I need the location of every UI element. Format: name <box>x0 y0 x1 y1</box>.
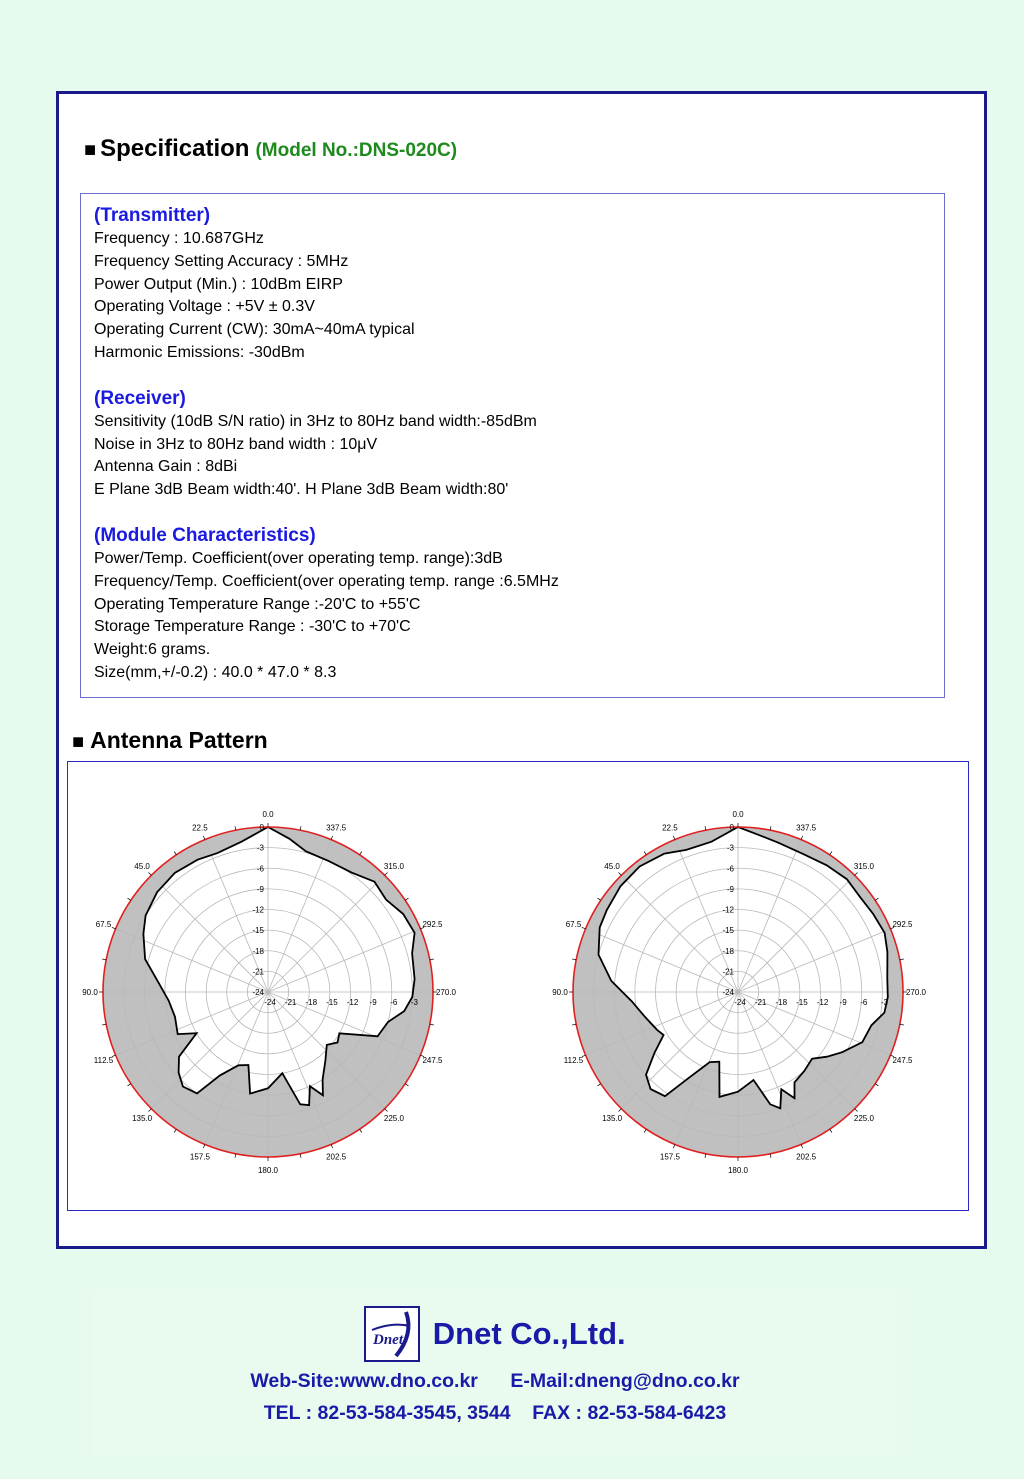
horizontal-label: -9 <box>839 998 847 1007</box>
spec-line: Size(mm,+/-0.2) : 40.0 * 47.0 * 8.3 <box>94 663 337 681</box>
footer <box>92 1290 898 1456</box>
angle-label: 292.5 <box>422 919 443 929</box>
ring-tick <box>619 873 622 876</box>
ring-tick <box>149 873 152 876</box>
ring-tick <box>598 898 601 900</box>
spec-line: Operating Temperature Range :-20'C to +55'C <box>94 595 421 613</box>
logo-row <box>92 1306 898 1362</box>
spec-line: Frequency/Temp. Coefficient(over operating temp. range :6.5MHz <box>94 572 559 590</box>
radial-label: 0 <box>729 823 734 832</box>
angle-label: 157.5 <box>189 1152 210 1162</box>
horizontal-label: -18 <box>775 998 788 1007</box>
square-bullet-icon: ■ <box>72 731 85 753</box>
horizontal-label: -3 <box>880 998 888 1007</box>
angle-label: 337.5 <box>796 823 817 833</box>
radial-label: -18 <box>722 946 734 956</box>
ring-tick <box>360 852 362 855</box>
spec-line: E Plane 3dB Beam width:40'. H Plane 3dB Beam width:80' <box>94 481 509 499</box>
angle-label: 270.0 <box>435 988 457 997</box>
radial-label: -9 <box>726 884 734 894</box>
square-bullet-icon: ■ <box>84 139 97 161</box>
receiver-title: (Receiver) <box>94 387 186 409</box>
horizontal-label: -15 <box>796 998 808 1007</box>
angle-label: 22.5 <box>662 823 678 833</box>
angle-label: 180.0 <box>727 1166 749 1175</box>
email-link[interactable]: E-Mail:dneng@dno.co.kr <box>510 1370 740 1392</box>
ring-tick <box>174 852 176 855</box>
angle-label: 0.0 <box>732 810 744 819</box>
ring-tick <box>405 898 408 900</box>
svg-text:Dnet: Dnet <box>373 1332 404 1348</box>
angle-label: 112.5 <box>563 1056 584 1066</box>
angle-label: 337.5 <box>326 823 347 833</box>
spec-line: Storage Temperature Range : -30'C to +70'C <box>94 618 411 636</box>
angle-label: 292.5 <box>892 919 913 929</box>
ring-tick <box>855 873 858 876</box>
spec-line: Operating Current (CW): 30mA~40mA typical <box>94 321 415 339</box>
ring-tick <box>405 1084 408 1086</box>
polar-chart-svg <box>78 784 458 1194</box>
radial-label: -24 <box>252 988 264 997</box>
radial-label: -21 <box>252 967 264 977</box>
ring-tick <box>128 1084 131 1086</box>
radial-label: -6 <box>256 864 264 874</box>
angle-label: 225.0 <box>853 1113 874 1123</box>
ring-tick <box>855 1109 858 1112</box>
angle-label: 0.0 <box>262 810 274 819</box>
antenna-title: Antenna Pattern <box>90 727 268 753</box>
spec-line: Weight:6 grams. <box>94 641 211 659</box>
radial-label: -3 <box>726 843 734 853</box>
angle-label: 247.5 <box>422 1056 443 1066</box>
horizontal-label: -24 <box>264 998 276 1007</box>
horizontal-label: -12 <box>346 998 359 1007</box>
angle-label: 67.5 <box>565 919 582 929</box>
angle-label: 45.0 <box>134 862 150 872</box>
radial-label: -6 <box>726 864 734 874</box>
angle-label: 67.5 <box>95 919 112 929</box>
polar-chart <box>78 784 458 1199</box>
spec-line: Operating Voltage : +5V ± 0.3V <box>94 298 315 316</box>
radial-label: -15 <box>722 926 734 936</box>
spec-line: Power/Temp. Coefficient(over operating temp. range):3dB <box>94 549 503 567</box>
ring-tick <box>174 1129 176 1132</box>
antenna-heading <box>72 727 268 754</box>
angle-label: 202.5 <box>796 1152 817 1162</box>
antenna-pattern-box <box>67 761 969 1211</box>
spec-line: Sensitivity (10dB S/N ratio) in 3Hz to 80Hz band width:-85dBm <box>94 412 537 430</box>
fax-number: FAX : 82-53-584-6423 <box>532 1402 727 1424</box>
spec-line: Frequency : 10.687GHz <box>94 230 264 247</box>
module-title: (Module Characteristics) <box>94 524 316 546</box>
contact-web-email <box>92 1370 898 1393</box>
contact-phone-fax <box>92 1402 898 1425</box>
ring-tick <box>875 1084 878 1086</box>
angle-label: 157.5 <box>659 1152 680 1162</box>
radial-label: -12 <box>722 905 734 915</box>
angle-label: 135.0 <box>132 1113 153 1123</box>
angle-label: 135.0 <box>602 1113 623 1123</box>
spec-line: Antenna Gain : 8dBi <box>94 458 238 476</box>
ring-tick <box>385 1109 388 1112</box>
horizontal-label: -15 <box>326 998 338 1007</box>
radial-label: -21 <box>722 967 734 977</box>
transmitter-title: (Transmitter) <box>94 205 211 226</box>
model-number: (Model No.:DNS-020C) <box>255 140 458 161</box>
angle-label: 90.0 <box>552 988 568 997</box>
phone-number: TEL : 82-53-584-3545, 3544 <box>263 1402 511 1424</box>
spec-line: Power Output (Min.) : 10dBm EIRP <box>94 275 343 293</box>
company-name: Dnet Co.,Ltd. <box>432 1316 626 1351</box>
ring-tick <box>128 898 131 900</box>
horizontal-label: -6 <box>390 998 398 1007</box>
ring-tick <box>360 1129 362 1132</box>
angle-label: 45.0 <box>604 862 620 872</box>
angle-label: 225.0 <box>383 1113 404 1123</box>
ring-tick <box>830 852 832 855</box>
ring-tick <box>644 1129 646 1132</box>
polar-chart-svg <box>548 784 928 1194</box>
horizontal-label: -21 <box>754 998 767 1007</box>
ring-tick <box>644 852 646 855</box>
angle-label: 90.0 <box>82 988 98 997</box>
swoosh-icon <box>366 1308 418 1360</box>
website-link[interactable]: Web-Site:www.dno.co.kr <box>250 1370 478 1392</box>
spec-line: Frequency Setting Accuracy : 5MHz <box>94 252 349 270</box>
radial-label: -12 <box>252 905 264 915</box>
angle-label: 315.0 <box>383 862 404 872</box>
radial-label: -3 <box>256 843 264 853</box>
angle-label: 112.5 <box>93 1056 114 1066</box>
spec-title: Specification <box>100 135 250 162</box>
ring-tick <box>385 873 388 876</box>
radial-label: -24 <box>722 988 734 997</box>
angle-label: 315.0 <box>853 862 874 872</box>
ring-tick <box>598 1084 601 1086</box>
horizontal-label: -18 <box>305 998 318 1007</box>
spec-heading <box>84 135 457 163</box>
angle-label: 270.0 <box>905 988 927 997</box>
horizontal-label: -21 <box>284 998 297 1007</box>
radial-label: -15 <box>252 926 264 936</box>
angle-label: 247.5 <box>892 1056 913 1066</box>
angle-label: 180.0 <box>257 1166 279 1175</box>
ring-tick <box>875 898 878 900</box>
ring-tick <box>149 1109 152 1112</box>
radial-label: -9 <box>256 884 264 894</box>
angle-label: 202.5 <box>326 1152 347 1162</box>
ring-tick <box>619 1109 622 1112</box>
horizontal-label: -9 <box>369 998 377 1007</box>
angle-label: 22.5 <box>192 823 208 833</box>
horizontal-label: -24 <box>734 998 746 1007</box>
ring-tick <box>830 1129 832 1132</box>
horizontal-label: -3 <box>410 998 418 1007</box>
horizontal-label: -12 <box>816 998 829 1007</box>
radial-label: -18 <box>252 946 264 956</box>
polar-chart <box>548 784 928 1199</box>
spec-line: Noise in 3Hz to 80Hz band width : 10μV <box>94 435 378 453</box>
horizontal-label: -6 <box>860 998 868 1007</box>
spec-line: Harmonic Emissions: -30dBm <box>94 343 305 361</box>
spec-box <box>80 193 945 698</box>
company-logo <box>364 1306 420 1362</box>
radial-label: 0 <box>259 823 264 832</box>
